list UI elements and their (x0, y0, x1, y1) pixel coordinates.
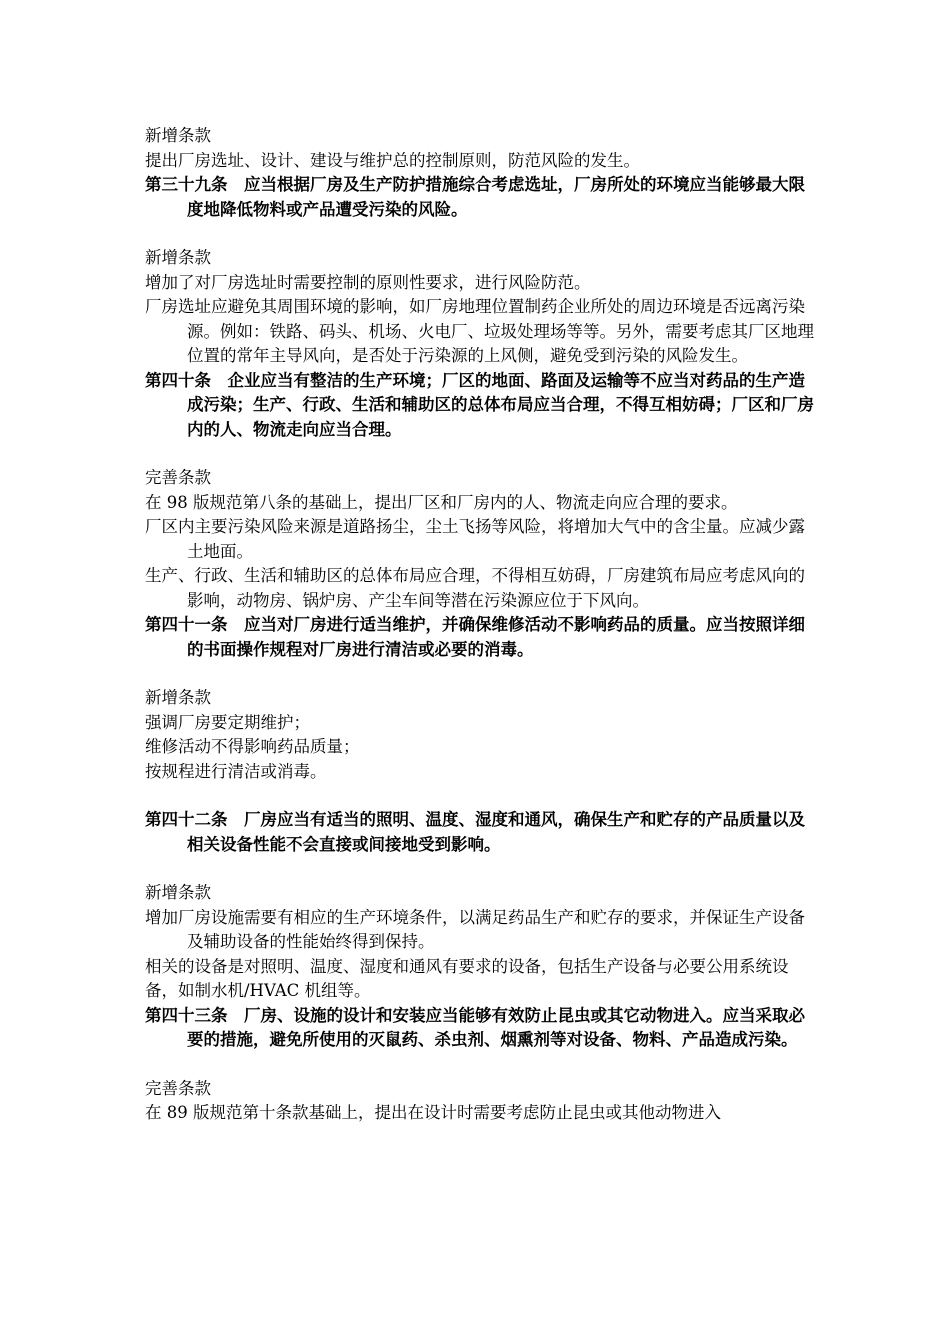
explanation-paragraph: 按规程进行清洁或消毒。 (145, 761, 327, 781)
explanation-paragraph: 增加了对厂房选址时需要控制的原则性要求，进行风险防范。 (145, 272, 591, 292)
paragraph-gap (145, 442, 815, 466)
clause-type-label: 新增条款 (145, 688, 211, 707)
explanation-paragraph: 提出厂房选址、设计、建设与维护总的控制原则，防范风险的发生。 (145, 150, 640, 170)
explanation-paragraph: 强调厂房要定期维护； (145, 712, 310, 732)
explanation-paragraph: 厂房选址应避免其周围环境的影响，如厂房地理位置制药企业所处的周边环境是否远离污染源。例如：铁路、码头、机场、火电厂、垃圾处理场等等。另外，需要考虑其厂区地理位置的常年主导风向，是否处于污染源的上风侧，避免受到污染的风险发生。 (145, 297, 814, 365)
paragraph-gap (145, 222, 815, 246)
explanation-paragraph: 在 89 版规范第十条款基础上，提出在设计时需要考虑防止昆虫或其他动物进入 (145, 1103, 721, 1122)
explanation-paragraph: 厂区内主要污染风险来源是道路扬尘，尘土飞扬等风险，将增加大气中的含尘量。应减少露土地面。 (145, 517, 805, 561)
explanation-paragraph: 相关的设备是对照明、温度、湿度和通风有要求的设备，包括生产设备与必要公用系统设备，如制水机/HVAC 机组等。 (145, 956, 789, 1000)
clause-type-label: 新增条款 (145, 883, 211, 902)
explanation-paragraph: 在 98 版规范第八条的基础上，提出厂区和厂房内的人、物流走向应合理的要求。 (145, 492, 738, 512)
paragraph-gap (145, 662, 815, 686)
clause-type-label: 新增条款 (145, 126, 211, 145)
paragraph-gap (145, 784, 815, 808)
article-clause: 第四十一条 应当对厂房进行适当维护，并确保维修活动不影响药品的质量。应当按照详细的书面操作规程对厂房进行清洁或必要的消毒。 (145, 615, 805, 659)
paragraph-gap (145, 1053, 815, 1077)
document-body (145, 124, 815, 1126)
explanation-paragraph: 生产、行政、生活和辅助区的总体布局应合理，不得相互妨碍，厂房建筑布局应考虑风向的影响，动物房、锅炉房、产尘车间等潜在污染源应位于下风向。 (145, 566, 805, 610)
article-clause: 第四十条 企业应当有整洁的生产环境；厂区的地面、路面及运输等不应当对药品的生产造成污染；生产、行政、生活和辅助区的总体布局应当合理，不得互相妨碍；厂区和厂房内的人、物流走向应当合理。 (145, 370, 814, 439)
clause-type-label: 新增条款 (145, 248, 211, 267)
explanation-paragraph: 维修活动不得影响药品质量； (145, 737, 360, 756)
article-clause: 第四十二条 厂房应当有适当的照明、温度、湿度和通风，确保生产和贮存的产品质量以及相关设备性能不会直接或间接地受到影响。 (145, 810, 805, 854)
clause-type-label: 完善条款 (145, 1078, 211, 1098)
article-clause: 第四十三条 厂房、设施的设计和安装应当能够有效防止昆虫或其它动物进入。应当采取必要的措施，避免所使用的灭鼠药、杀虫剂、烟熏剂等对设备、物料、产品造成污染。 (145, 1005, 805, 1049)
paragraph-gap (145, 857, 815, 881)
article-clause: 第三十九条 应当根据厂房及生产防护措施综合考虑选址，厂房所处的环境应当能够最大限度地降低物料或产品遭受污染的风险。 (145, 175, 805, 219)
explanation-paragraph: 增加厂房设施需要有相应的生产环境条件，以满足药品生产和贮存的要求，并保证生产设备及辅助设备的性能始终得到保持。 (145, 907, 805, 951)
clause-type-label: 完善条款 (145, 468, 211, 487)
